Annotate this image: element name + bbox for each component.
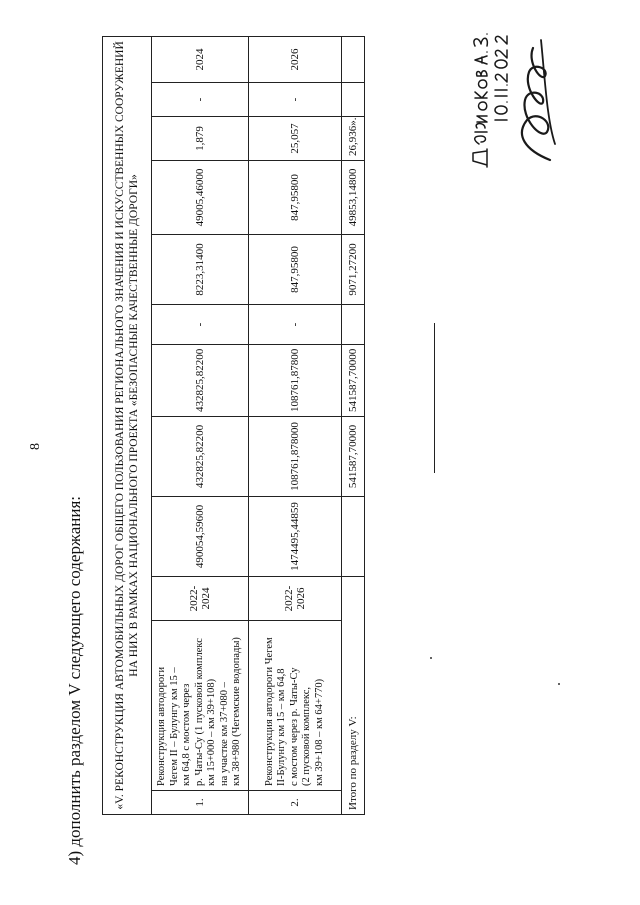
period-cell: [152, 577, 249, 621]
value-cell: 490054,59600: [152, 497, 249, 577]
rotated-page: [10, 5, 610, 885]
empty-cell: [342, 305, 365, 345]
name-line: км 15+000 – км 39+108): [206, 678, 218, 786]
total-value: 9071,27200: [342, 235, 365, 305]
value-cell: 8223,31400: [152, 235, 249, 305]
name-line: с мостом через р. Чаты-Су: [288, 667, 300, 786]
name-line: на участке км 37+080 –: [218, 682, 230, 786]
period-start: 2022-: [188, 585, 200, 612]
value-cell: 1,879: [152, 117, 249, 161]
value-cell: 432825,82200: [152, 417, 249, 497]
value-cell: 25,057: [249, 117, 342, 161]
value-cell: 108761,87800: [249, 345, 342, 417]
empty-cell: [342, 36, 365, 82]
value-cell: 847,95800: [249, 235, 342, 305]
name-line: км 64,8 с мостом через: [181, 683, 193, 786]
value-cell: 1474495,44859: [249, 497, 342, 577]
name-line: (2 пусковой комплекс,: [301, 686, 313, 786]
object-name: [249, 621, 342, 791]
object-name: [152, 621, 249, 791]
scan-speck: [558, 683, 560, 685]
total-value: 541587,70000: [342, 345, 365, 417]
horizontal-rule: [434, 323, 435, 473]
name-line: Чегем II – Булунгу км 15 –: [168, 667, 180, 786]
value-cell: 49005,46000: [152, 161, 249, 235]
year-cell: 2026: [249, 36, 342, 82]
table-row: [249, 36, 342, 814]
value-cell: 847,95800: [249, 161, 342, 235]
scan-speck: [430, 657, 432, 659]
signature-icon: [455, 10, 605, 180]
year-cell: 2024: [152, 36, 249, 82]
name-line: Реконструкция автодороги: [156, 666, 168, 786]
page-number: 8: [28, 443, 43, 450]
period-end: 2026: [295, 587, 307, 610]
section-title: «V. РЕКОНСТРУКЦИЯ АВТОМОБИЛЬНЫХ ДОРОГ ОБЩЕГО ПОЛЬЗОВАНИЯ РЕГИОНАЛЬНОГО ЗНАЧЕНИЯ И ИСКУССТВЕННЫХ СООРУЖЕНИЙ НА НИХ В РАМКАХ НАЦИОНАЛЬНОГО ПРОЕКТА «БЕЗОПАСНЫЕ КАЧЕСТВЕННЫЕ ДОРОГИ»: [103, 36, 152, 814]
row-number: 2.: [249, 791, 342, 815]
total-value: 26,936».: [342, 117, 365, 161]
table-row: [152, 36, 249, 814]
name-line: II-Булунгу км 15 – км 64,8: [276, 668, 288, 786]
total-value: 541587,70000: [342, 417, 365, 497]
intro-text: 4) дополнить разделом V следующего содержания:: [65, 496, 84, 865]
total-value: 49853,14800: [342, 161, 365, 235]
value-cell: -: [152, 83, 249, 117]
value-cell: 108761,878000: [249, 417, 342, 497]
period-end: 2024: [200, 587, 212, 610]
empty-cell: [342, 497, 365, 577]
empty-cell: [342, 83, 365, 117]
name-line: км 39+108 – км 64+770): [313, 678, 325, 786]
total-label: Итого по разделу V:: [342, 577, 365, 815]
period-cell: [249, 577, 342, 621]
value-cell: -: [152, 305, 249, 345]
total-row: [342, 36, 365, 814]
value-cell: -: [249, 83, 342, 117]
name-line: Реконструкция автодороги Чегем: [263, 637, 275, 786]
name-line: км 38+980 (Чегемские водопады): [231, 637, 243, 786]
period-start: 2022-: [283, 585, 295, 612]
value-cell: -: [249, 305, 342, 345]
name-line: р. Чаты-Су (1 пусковой комплекс: [193, 638, 205, 786]
value-cell: 432825,82200: [152, 345, 249, 417]
row-number: 1.: [152, 791, 249, 815]
section-v-table: [102, 36, 365, 815]
